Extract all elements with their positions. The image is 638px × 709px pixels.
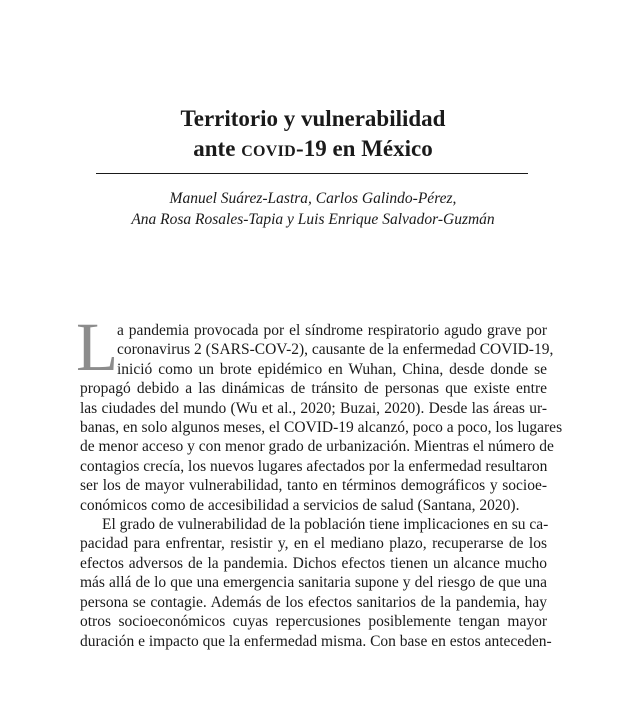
body-line: efectos adversos de la pandemia. Dichos efectos tienen un alcance mucho — [80, 554, 547, 572]
article-title — [0, 104, 626, 164]
title-covid-smallcaps: covid — [241, 136, 297, 161]
body-line: de menor acceso y con menor grado de urbanización. Mientras el número de — [80, 438, 554, 456]
drop-cap: L — [76, 309, 119, 385]
body-line: otros socioeconómicos cuyas repercusiones posiblemente tengan mayor — [80, 613, 547, 631]
body-line: propagó debido a las dinámicas de tránsito de personas que existe entre — [80, 380, 547, 398]
body-line: a pandemia provocada por el síndrome respiratorio agudo grave por — [117, 322, 547, 339]
body-line: las ciudades del mundo (Wu et al., 2020; Buzai, 2020). Desde las áreas ur- — [80, 399, 547, 417]
body-line: coronavirus 2 (SARS-COV-2), causante de la enfermedad COVID-19, — [117, 341, 554, 359]
body-line: ser los de mayor vulnerabilidad, tanto en términos demográficos y socioe- — [80, 477, 547, 495]
title-line-1: Territorio y vulnerabilidad — [180, 106, 446, 131]
article-body — [80, 321, 563, 651]
body-line: más allá de lo que una emergencia sanitaria supone y del riesgo de que una — [80, 574, 547, 592]
title-rule — [96, 173, 528, 174]
title-line-2-pre: ante — [193, 136, 242, 161]
body-line: pacidad para enfrentar, resistir y, en el mediano plazo, recuperarse de los — [80, 535, 547, 553]
body-line: banas, en solo algunos meses, el COVID-19 alcanzó, poco a poco, los lugares — [80, 419, 563, 437]
body-line: contagios crecía, los nuevos lugares afectados por la enfermedad resultaron — [80, 457, 548, 475]
authors-line-1: Manuel Suárez-Lastra, Carlos Galindo-Pérez, — [169, 190, 457, 207]
body-line: inició como un brote epidémico en Wuhan, China, desde donde se — [117, 360, 547, 378]
authors — [0, 188, 626, 230]
body-line: El grado de vulnerabilidad de la población tiene implicaciones en su ca- — [102, 516, 549, 534]
body-line: duración e impacto que la enfermedad misma. Con base en estos anteceden- — [80, 632, 552, 650]
title-line-2-post: -19 en México — [296, 136, 433, 161]
body-line: persona se contagie. Además de los efectos sanitarios de la pandemia, hay — [80, 593, 547, 611]
body-line: conómicos como de accesibilidad a servicios de salud (Santana, 2020). — [80, 496, 520, 514]
authors-line-2: Ana Rosa Rosales-Tapia y Luis Enrique Salvador-Guzmán — [131, 211, 495, 228]
title-line-2 — [193, 136, 432, 161]
